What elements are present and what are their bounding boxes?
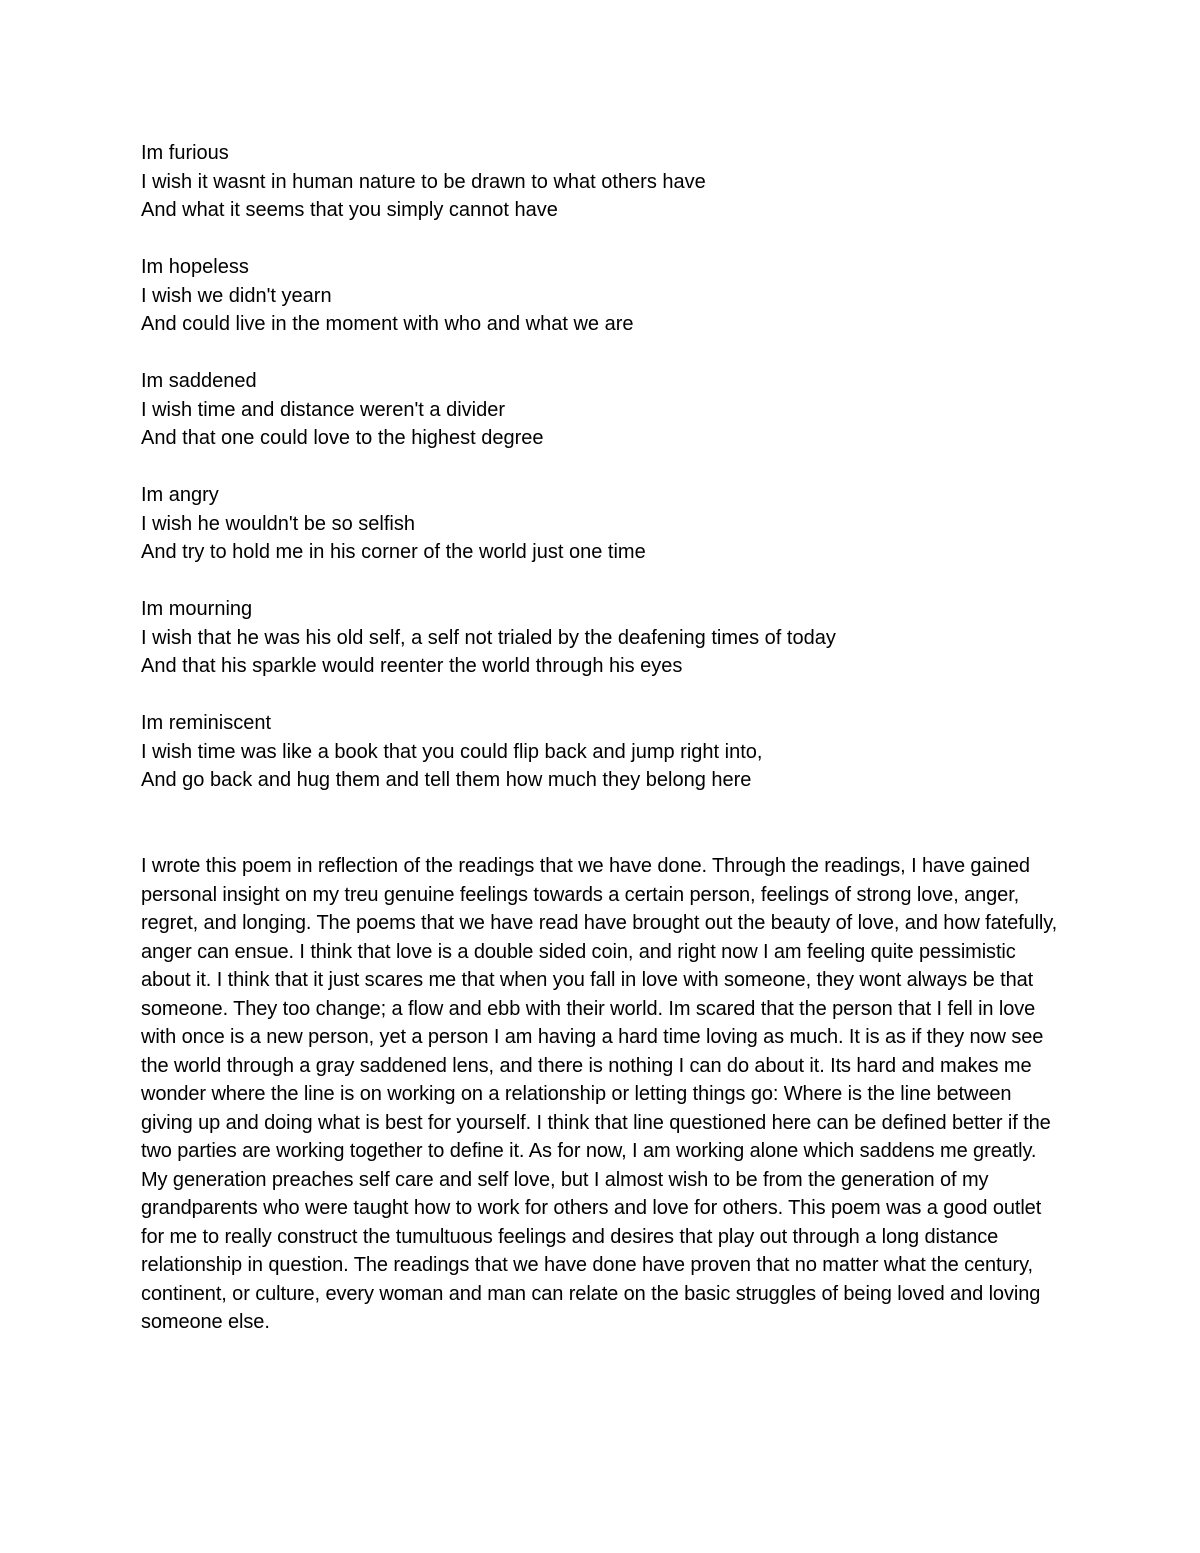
poem-line: And what it seems that you simply cannot have [141,199,558,221]
poem-line: And that one could love to the highest degree [141,427,544,449]
poem-stanza [141,253,1101,339]
poem-line: And that his sparkle would reenter the world through his eyes [141,655,683,677]
poem-line: I wish we didn't yearn [141,284,332,307]
poem-line: Im angry [141,484,219,506]
poem-stanza [141,367,1101,453]
poem-line: I wish it wasnt in human nature to be drawn to what others have [141,170,706,193]
poem-stanza [141,709,1101,795]
poem-line: And could live in the moment with who and what we are [141,313,634,335]
poem-stanza [141,139,1101,225]
reflection-paragraph: I wrote this poem in reflection of the readings that we have done. Through the readings, I have gained personal insight on my treu genuine feelings towards a certain person, feelings of strong love, anger, regret, and longing. The poems that we have read have brought out the beauty of love, and how fatefully, anger can ensue. I think that love is a double sided coin, and right now I am feeling quite pessimistic about it. I think that it just scares me that when you fall in love with someone, they wont always be that someone. They too change; a flow and ebb with their world. Im scared that the person that I fell in love with once is a new person, yet a person I am having a hard time loving as much. It is as if they now see the world through a gray saddened lens, and there is nothing I can do about it. Its hard and makes me wonder where the line is on working on a relationship or letting things go: Where is the line between giving up and doing what is best for yourself. I think that line questioned here can be defined better if the two parties are working together to define it. As for now, I am working alone which saddens me greatly. My generation preaches self care and self love, but I almost wish to be from the generation of my grandparents who were taught how to work for others and love for others. This poem was a good outlet for me to really construct the tumultuous feelings and desires that play out through a long distance relationship in question. The readings that we have done have proven that no matter what the century, continent, or culture, every woman and man can relate on the basic struggles of being loved and loving someone else. [141,855,1058,1333]
poem-stanza [141,481,1101,567]
poem-stanza [141,595,1101,681]
poem-line: Im saddened [141,370,257,392]
poem-line: Im reminiscent [141,712,272,734]
poem-line: I wish time was like a book that you could flip back and jump right into, [141,740,763,763]
poem-line: I wish that he was his old self, a self not trialed by the deafening times of today [141,626,836,649]
poem-line: Im furious [141,142,229,164]
poem [141,139,1101,823]
poem-line: And try to hold me in his corner of the world just one time [141,541,646,563]
poem-line: Im hopeless [141,256,249,278]
poem-line: I wish he wouldn't be so selfish [141,512,415,535]
poem-line: I wish time and distance weren't a divider [141,398,505,421]
poem-line: And go back and hug them and tell them how much they belong here [141,769,752,791]
poem-line: Im mourning [141,598,253,620]
